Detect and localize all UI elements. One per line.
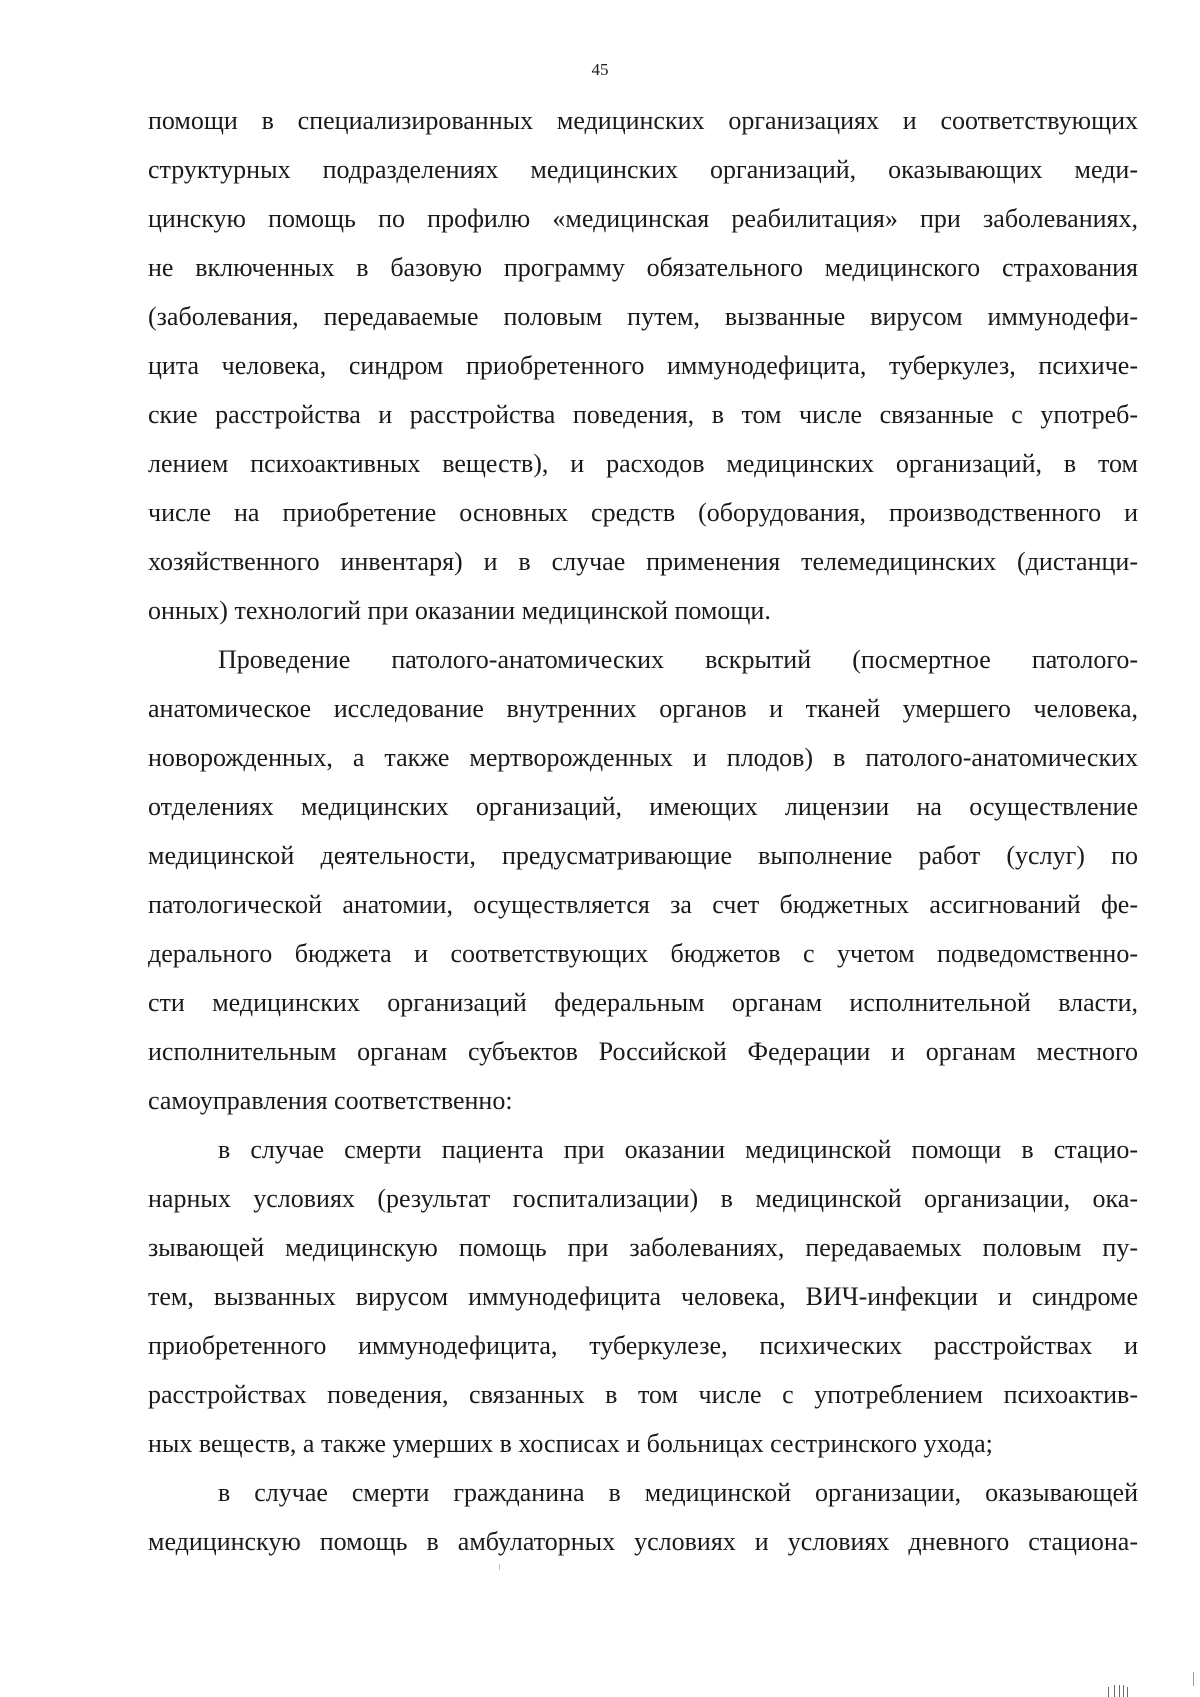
text-line: не включенных в базовую программу обязательного медицинского страхования xyxy=(148,253,1138,282)
text-line: медицинскую помощь в амбулаторных условиях и условиях дневного стациона- xyxy=(148,1527,1138,1556)
text-line: самоуправления соответственно: xyxy=(148,1086,513,1115)
text-line: тем, вызванных вирусом иммунодефицита человека, ВИЧ-инфекции и синдроме xyxy=(148,1282,1138,1311)
text-line: структурных подразделениях медицинских организаций, оказывающих меди- xyxy=(148,155,1138,184)
text-line: зывающей медицинскую помощь при заболеваниях, передаваемых половым пу- xyxy=(148,1233,1138,1262)
text-line: отделениях медицинских организаций, имеющих лицензии на осуществление xyxy=(148,792,1138,821)
text-line: анатомическое исследование внутренних органов и тканей умершего человека, xyxy=(148,694,1138,723)
text-line: расстройствах поведения, связанных в том числе с употреблением психоактив- xyxy=(148,1380,1138,1409)
text-line: помощи в специализированных медицинских организациях и соответствующих xyxy=(148,106,1138,135)
text-line: патологической анатомии, осуществляется за счет бюджетных ассигнований фе- xyxy=(148,890,1138,919)
text-line: хозяйственного инвентаря) и в случае применения телемедицинских (дистанци- xyxy=(148,547,1138,576)
text-line: числе на приобретение основных средств (оборудования, производственного и xyxy=(148,498,1138,527)
text-line: ские расстройства и расстройства поведения, в том числе связанные с употреб- xyxy=(148,400,1138,429)
text-line: в случае смерти пациента при оказании медицинской помощи в стацио- xyxy=(218,1135,1138,1164)
scan-barcode-marks xyxy=(1108,1680,1168,1697)
text-line: исполнительным органам субъектов Российской Федерации и органам местного xyxy=(148,1037,1138,1066)
text-line: сти медицинских организаций федеральным органам исполнительной власти, xyxy=(148,988,1138,1017)
text-line: нарных условиях (результат госпитализации) в медицинской организации, ока- xyxy=(148,1184,1138,1213)
text-line: ных веществ, а также умерших в хосписах и больницах сестринского ухода; xyxy=(148,1429,993,1458)
scan-edge-mark xyxy=(1193,1672,1194,1686)
page-number: 45 xyxy=(591,60,609,79)
text-line: медицинской деятельности, предусматривающие выполнение работ (услуг) по xyxy=(148,841,1138,870)
scan-speck xyxy=(499,1564,500,1570)
text-line: цита человека, синдром приобретенного иммунодефицита, туберкулез, психиче- xyxy=(148,351,1138,380)
text-line: дерального бюджета и соответствующих бюджетов с учетом подведомственно- xyxy=(148,939,1138,968)
text-line: онных) технологий при оказании медицинской помощи. xyxy=(148,596,771,625)
text-line: Проведение патолого-анатомических вскрытий (посмертное патолого- xyxy=(218,645,1138,674)
text-line: в случае смерти гражданина в медицинской организации, оказывающей xyxy=(218,1478,1138,1507)
text-line: новорожденных, а также мертворожденных и плодов) в патолого-анатомических xyxy=(148,743,1138,772)
text-line: приобретенного иммунодефицита, туберкулезе, психических расстройствах и xyxy=(148,1331,1138,1360)
text-line: цинскую помощь по профилю «медицинская реабилитация» при заболеваниях, xyxy=(148,204,1138,233)
text-line: лением психоактивных веществ), и расходов медицинских организаций, в том xyxy=(148,449,1138,478)
document-body xyxy=(148,96,1138,1566)
text-line: (заболевания, передаваемые половым путем, вызванные вирусом иммунодефи- xyxy=(148,302,1138,331)
